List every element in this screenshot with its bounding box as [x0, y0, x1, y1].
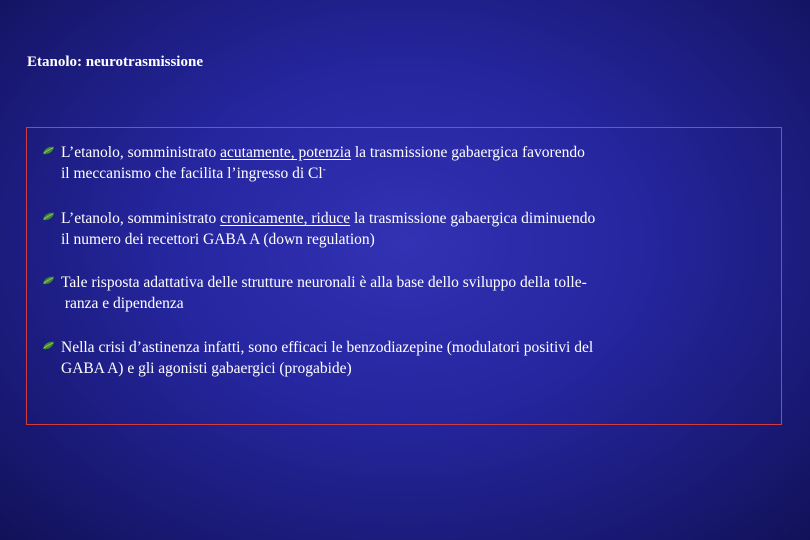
bullet-emphasis: cronicamente, riduce: [220, 210, 351, 227]
bullet-text-start: L’etanolo, somministrato: [61, 144, 221, 161]
bullet-text-line2: il meccanismo che facilita l’ingresso di Cl: [61, 165, 323, 182]
bullet-text-line1: Nella crisi d’astinenza infatti, sono efficaci le benzodiazepine (modulatori positivi del: [61, 339, 594, 356]
chloride-superscript: -: [322, 164, 326, 174]
bullet-text-end: la trasmissione gabaergica diminuendo: [350, 210, 596, 227]
leaf-bullet-icon: [42, 276, 55, 285]
bullet-text-start: L’etanolo, somministrato: [61, 210, 221, 227]
bullet-text-line2: ranza e dipendenza: [61, 295, 184, 312]
bullet-text: [61, 272, 587, 314]
bullet-text: [61, 208, 595, 250]
bullet-emphasis: acutamente, potenzia: [220, 144, 351, 161]
bullet-text-line1: Tale risposta adattativa delle strutture neuronali è alla base dello sviluppo della tolle-: [61, 274, 587, 291]
bullet-text-line2: GABA A) e gli agonisti gabaergici (progabide): [61, 360, 352, 377]
bullet-text-end: la trasmissione gabaergica favorendo: [350, 144, 585, 161]
bullet-text: [61, 142, 585, 184]
slide-title: Etanolo: neurotrasmissione: [27, 54, 203, 70]
leaf-bullet-icon: [42, 146, 55, 155]
bullet-text: [61, 337, 593, 379]
leaf-bullet-icon: [42, 212, 55, 221]
bullet-text-line2: il numero dei recettori GABA A (down regulation): [61, 231, 375, 248]
leaf-bullet-icon: [42, 341, 55, 350]
